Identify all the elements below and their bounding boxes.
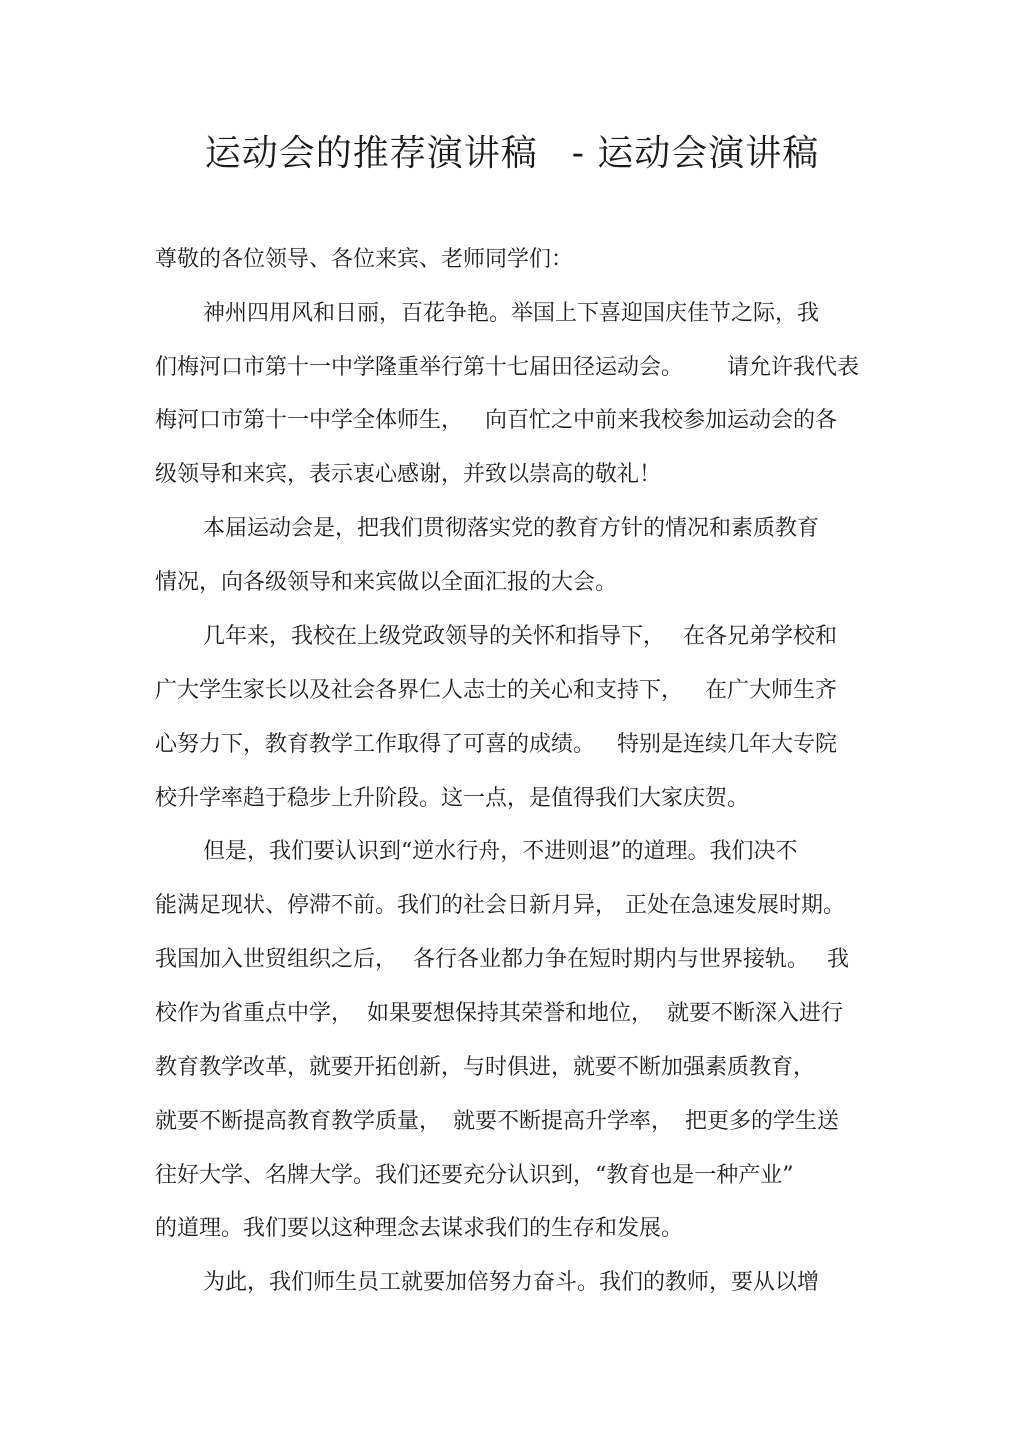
paragraph-line: 梅河口市第十一中学全体师生， 向百忙之中前来我校参加运动会的各	[155, 408, 838, 433]
paragraph-line: 校作为省重点中学， 如果要想保持其荣誉和地位， 就要不断深入进行	[155, 1001, 844, 1026]
paragraph-line: 心努力下，教育教学工作取得了可喜的成绩。 特别是连续几年大专院	[155, 732, 838, 757]
title-sub: - 运动会演讲稿	[571, 133, 820, 174]
paragraph-line: 几年来，我校在上级党政领导的关怀和指导下， 在各兄弟学校和	[203, 624, 838, 649]
paragraph-line: 但是，我们要认识到“逆水行舟，不进则退”的道理。我们决不	[203, 839, 798, 864]
paragraph-line: 为此，我们师生员工就要加倍努力奋斗。我们的教师，要从以增	[203, 1270, 820, 1295]
title-main: 运动会的推荐演讲稿	[204, 133, 538, 174]
paragraph-line: 就要不断提高教育教学质量， 就要不断提高升学率， 把更多的学生送	[155, 1109, 840, 1134]
paragraph-line: 级领导和来宾，表示衷心感谢，并致以崇高的敬礼！	[155, 462, 662, 487]
document-title	[0, 128, 1024, 180]
paragraph-line: 教育教学改革，就要开拓创新，与时俱进，就要不断加强素质教育，	[155, 1055, 816, 1080]
paragraph-line: 广大学生家长以及社会各界仁人志士的关心和支持下， 在广大师生齐	[155, 678, 838, 703]
paragraph-line: 我国加入世贸组织之后， 各行各业都力争在短时期内与世界接轨。 我	[155, 947, 850, 972]
paragraph-line: 本届运动会是，把我们贯彻落实党的教育方针的情况和素质教育	[203, 516, 820, 541]
paragraph-line: 神州四用风和日丽，百花争艳。举国上下喜迎国庆佳节之际，我	[203, 301, 820, 326]
paragraph-line: 情况，向各级领导和来宾做以全面汇报的大会。	[155, 570, 618, 595]
paragraph-line: 校升学率趋于稳步上升阶段。这一点，是值得我们大家庆贺。	[155, 786, 750, 811]
paragraph-line: 往好大学、名牌大学。我们还要充分认识到，“教育也是一种产业”	[155, 1163, 794, 1188]
salutation: 尊敬的各位领导、各位来宾、老师同学们：	[155, 247, 574, 272]
paragraph-line: 们梅河口市第十一中学隆重举行第十七届田径运动会。 请允许我代表	[155, 355, 860, 380]
paragraph-line: 能满足现状、停滞不前。我们的社会日新月异， 正处在急速发展时期。	[155, 893, 846, 918]
paragraph-line: 的道理。我们要以这种理念去谋求我们的生存和发展。	[155, 1216, 684, 1241]
